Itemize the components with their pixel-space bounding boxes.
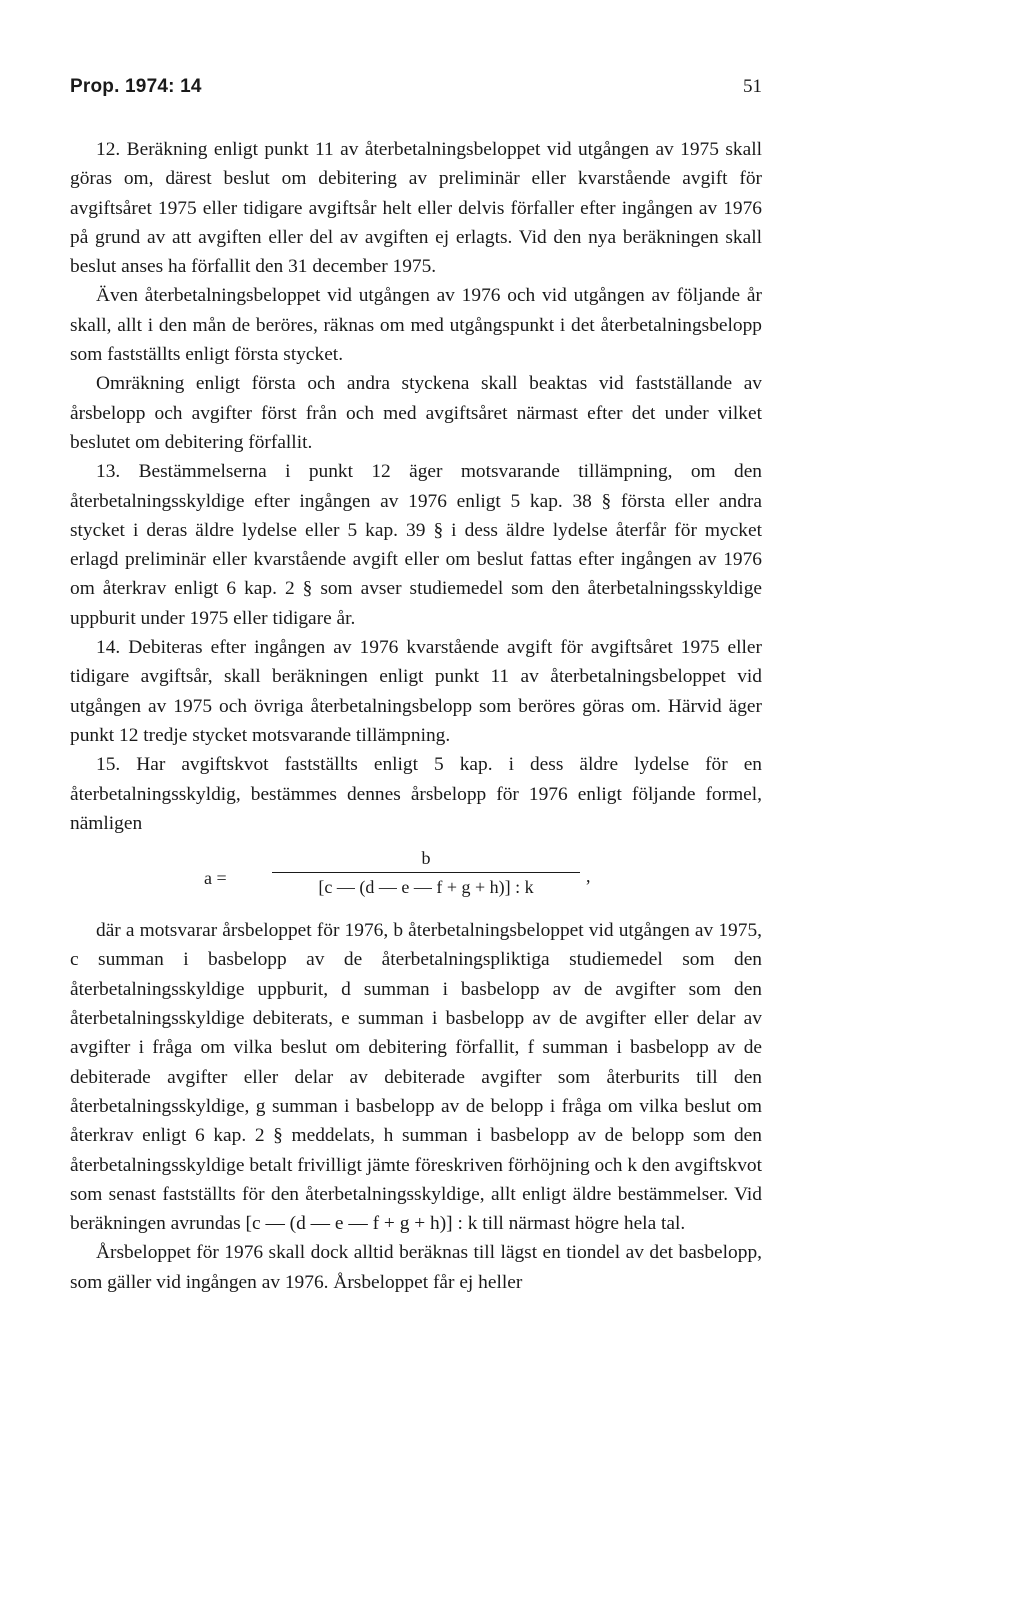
formula-trailing: , xyxy=(586,866,591,887)
formula-lhs: a = xyxy=(204,868,227,889)
formula xyxy=(70,844,762,910)
paragraph-12: 12. Beräkning enligt punkt 11 av återbetalningsbeloppet vid utgången av 1975 skall göras om, därest beslut om debitering av preliminär eller kvarstående avgift för avgiftsåret 1975 eller tidigare avgiftsår helt eller delvis förfaller efter ingången av 1976 på grund av att avgiften eller del av avgiften ej erlagts. Vid den nya beräkningen skall beslut anses ha förfallit den 31 december 1975. xyxy=(70,139,762,278)
document-body xyxy=(70,135,762,1297)
formula-numerator: b xyxy=(421,848,431,869)
paragraph-13: 13. Bestämmelserna i punkt 12 äger motsvarande tillämpning, om den återbetalningsskyldige efter ingången av 1976 enligt 5 kap. 38 § första eller andra stycket i deras äldre lydelse eller 5 kap. 39 § i dess äldre lydelse återfår för mycket erlagd preliminär eller kvarstående avgift eller om beslut fattas efter ingången av 1976 om återkrav enligt 6 kap. 2 § som avser studiemedel som den återbetalningsskyldige uppburit under 1975 eller tidigare år. xyxy=(70,461,762,629)
page-header xyxy=(70,76,762,104)
paragraph-15-definitions: där a motsvarar årsbeloppet för 1976, b återbetalningsbeloppet vid utgången av 1975, c summan i basbelopp av de återbetalningspliktiga studiemedel som den återbetalningsskyldige uppburit, d summan i basbelopp av de avgifter som den återbetalningsskyldige debiterats, e summan i basbelopp av de avgifter eller delar av avgifter i fråga om vilka beslut om debitering förfallit, f summan i basbelopp av de debiterade avgifter eller delar av debiterade avgifter som återburits till den återbetalningsskyldige, g summan i basbelopp av de belopp i fråga om vilka beslut om återkrav enligt 6 kap. 2 § meddelats, h summan i basbelopp av de belopp som den återbetalningsskyldige betalt frivilligt jämte föreskriven förhöjning och k den avgiftskvot som senast fastställts för den återbetalningsskyldige, allt enligt äldre bestämmelser. Vid beräkningen avrundas [c — (d — e — f + g + h)] : k till närmast högre hela tal. xyxy=(70,920,762,1235)
paragraph-15: 15. Har avgiftskvot fastställts enligt 5 kap. i dess äldre lydelse för en återbetalningsskyldig, bestämmes dennes årsbelopp för 1976 enligt följande formel, nämligen xyxy=(70,754,762,834)
paragraph-15-minimum: Årsbeloppet för 1976 skall dock alltid beräknas till lägst en tiondel av det basbelopp, som gäller vid ingången av 1976. Årsbeloppet får ej heller xyxy=(70,1242,762,1293)
paragraph-12-second: Även återbetalningsbeloppet vid utgången av 1976 och vid utgången av följande år skall, allt i den mån de beröres, räknas om med utgångspunkt i det återbetalningsbelopp som fastställts enligt första stycket. xyxy=(70,285,762,366)
document-page xyxy=(70,0,762,1621)
paragraph-14: 14. Debiteras efter ingången av 1976 kvarstående avgift för avgiftsåret 1975 eller tidigare avgiftsår, skall beräkningen enligt punkt 11 av återbetalningsbeloppet vid utgången av 1975 och övriga återbetalningsbelopp som beröres göras om. Härvid äger punkt 12 tredje stycket motsvarande tillämpning. xyxy=(70,637,762,746)
formula-fraction xyxy=(270,844,582,901)
page-number: 51 xyxy=(743,76,762,97)
paragraph-12-third: Omräkning enligt första och andra styckena skall beaktas vid fastställande av årsbelopp och avgifter först från och med avgiftsåret närmast efter det under vilket beslutet om debitering förfallit. xyxy=(70,373,762,453)
document-title: Prop. 1974: 14 xyxy=(70,76,202,97)
formula-denominator: [c — (d — e — f + g + h)] : k xyxy=(318,877,534,898)
